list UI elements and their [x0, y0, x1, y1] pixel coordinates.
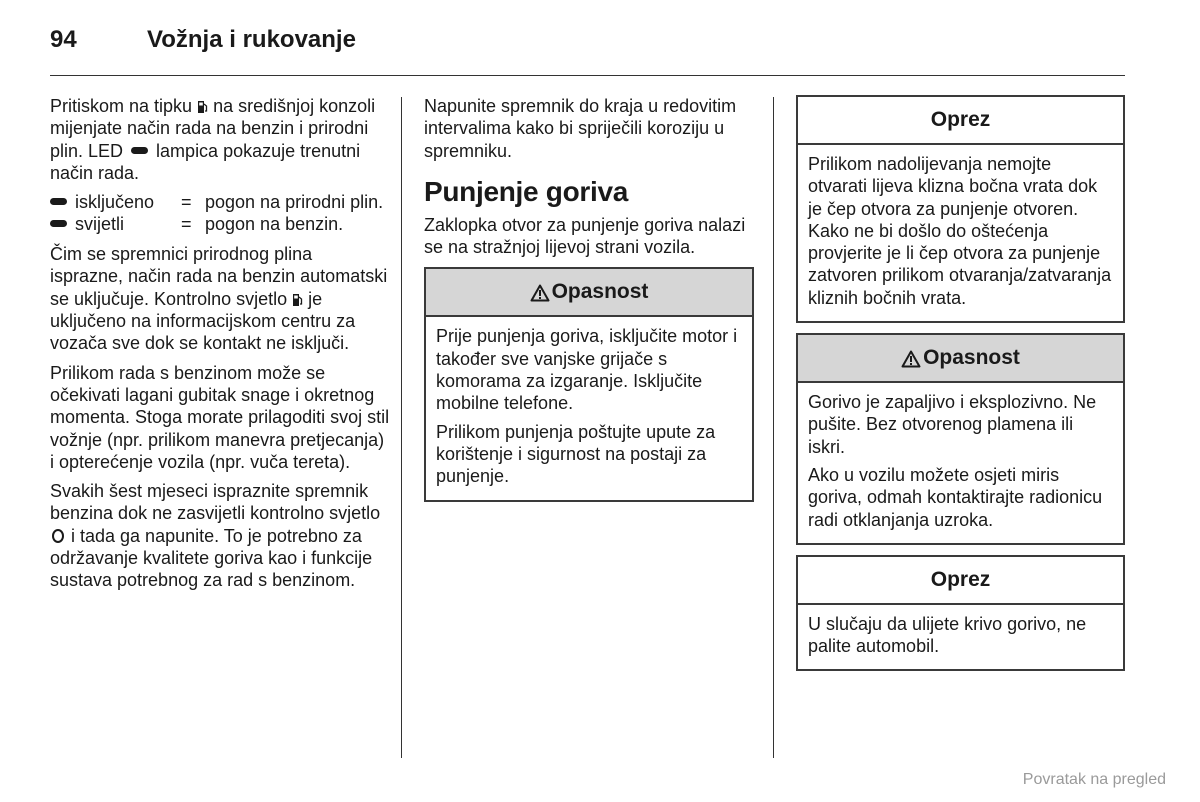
- fuel-pump-icon: [197, 100, 208, 114]
- danger-text-1: Prije punjenja goriva, isključite motor i također sve vanjske grijače s komorama za izgaranje. Isključite mobilne telefone.: [436, 326, 738, 414]
- danger-box-refuelling: [424, 267, 754, 501]
- caution-box-body: [798, 145, 1123, 321]
- danger-box-body: [426, 317, 752, 499]
- table-cell-meaning: pogon na benzin.: [205, 214, 344, 235]
- caution-box-wrong-fuel: [796, 555, 1125, 672]
- table-cell-eq: =: [181, 214, 192, 235]
- column-2: [424, 95, 754, 512]
- column-1: [50, 95, 390, 599]
- text-segment: Svakih šest mjeseci ispraznite spremnik benzina dok ne zasvijetli kontrolno svjetlo: [50, 481, 381, 524]
- led-indicator-icon: [131, 147, 148, 154]
- danger-box-title-text: Opasnost: [551, 280, 649, 304]
- back-to-overview-link[interactable]: Povratak na pregled: [1022, 771, 1166, 788]
- caution-box-title: Oprez: [798, 97, 1123, 145]
- paragraph-petrol-maintenance: [50, 480, 390, 591]
- warning-triangle-icon: [901, 350, 921, 368]
- text-segment: i tada ga napunite. To je potrebno za održavanje kvalitete goriva kao i funkcije sustava potrebnog za rad s benzinom.: [50, 525, 373, 591]
- header-rule: [50, 75, 1125, 76]
- paragraph-auto-switch: [50, 243, 390, 354]
- text-segment: je uključeno na informacijskom centru za vozača sve dok se kontakt ne isključi.: [50, 288, 356, 354]
- led-indicator-icon: [50, 198, 67, 205]
- danger-box-title-text: Opasnost: [923, 346, 1020, 370]
- caution-text: U slučaju da ulijete krivo gorivo, ne palite automobil.: [808, 613, 1087, 657]
- paragraph-power-loss: Prilikom rada s benzinom može se očekivati lagani gubitak snage i okretnog momenta. Stoga morate prilagoditi svoj stil vožnje (npr. prilikom manevra pretjecanja) i opterećenje vozila (npr. vuča tereta).: [50, 362, 390, 472]
- text-segment: Čim se spremnici prirodnog plina isprazne, način rada na benzin automatski se uključuje. Kontrolno svjetlo: [50, 244, 388, 309]
- danger-box-body: [798, 383, 1123, 543]
- led-state-table: [50, 191, 390, 235]
- state-label: isključeno: [75, 192, 155, 213]
- danger-text-1: Gorivo je zapaljivo i eksplozivno. Ne pušite. Bez otvorenog plamena ili iskri.: [808, 392, 1097, 457]
- danger-text-2: Prilikom punjenja poštujte upute za korištenje i sigurnost na postaji za punjenje.: [436, 421, 716, 487]
- column-divider-2: [773, 97, 774, 758]
- caution-box-sliding-door: [796, 95, 1125, 323]
- danger-text-2: Ako u vozilu možete osjeti miris goriva, odmah kontaktirajte radionicu radi otklanjanja uzroka.: [808, 464, 1103, 530]
- led-indicator-icon: [50, 220, 67, 227]
- state-label: svijetli: [75, 214, 125, 235]
- paragraph-refill-regularly: Napunite spremnik do kraja u redovitim intervalima kako bi spriječili koroziju u spremniku.: [424, 96, 737, 161]
- page-title: Vožnja i rukovanje: [147, 26, 356, 53]
- paragraph-mode-switch: [50, 95, 390, 184]
- table-cell-meaning: pogon na prirodni plin.: [205, 192, 384, 213]
- warning-triangle-icon: [530, 284, 550, 302]
- section-heading-refuelling: Punjenje goriva: [424, 175, 628, 207]
- table-cell-state: [50, 191, 181, 213]
- text-segment: lampica pokazuje trenutni način rada.: [50, 140, 361, 183]
- caution-box-body: [798, 605, 1123, 670]
- text-segment: na središnjoj konzoli mijenjate način rada na benzin i prirodni plin. LED: [50, 96, 376, 161]
- table-cell-state: [50, 213, 181, 235]
- danger-box-title: [798, 335, 1123, 383]
- paragraph-fuel-flap: Zaklopka otvor za punjenje goriva nalazi se na stražnjoj lijevoj strani vozila.: [424, 214, 746, 258]
- danger-box-flammable: [796, 333, 1125, 545]
- column-divider-1: [401, 97, 402, 758]
- page-number: 94: [50, 26, 77, 53]
- ring-indicator-icon: [52, 529, 64, 543]
- danger-box-title: [426, 269, 752, 317]
- fuel-pump-icon: [292, 293, 303, 307]
- caution-text: Prilikom nadolijevanja nemojte otvarati lijeva klizna bočna vrata dok je čep otvora za punjenje otvoren. Kako ne bi došlo do oštećenja provjerite je li čep otvora za punjenje zatvoren prilikom otvaranja/zatvaranja kliznih bočnih vrata.: [808, 154, 1112, 308]
- column-3: [796, 95, 1125, 681]
- text-segment: Pritiskom na tipku: [50, 96, 198, 116]
- caution-box-title: Oprez: [798, 557, 1123, 605]
- table-cell-eq: =: [181, 192, 192, 213]
